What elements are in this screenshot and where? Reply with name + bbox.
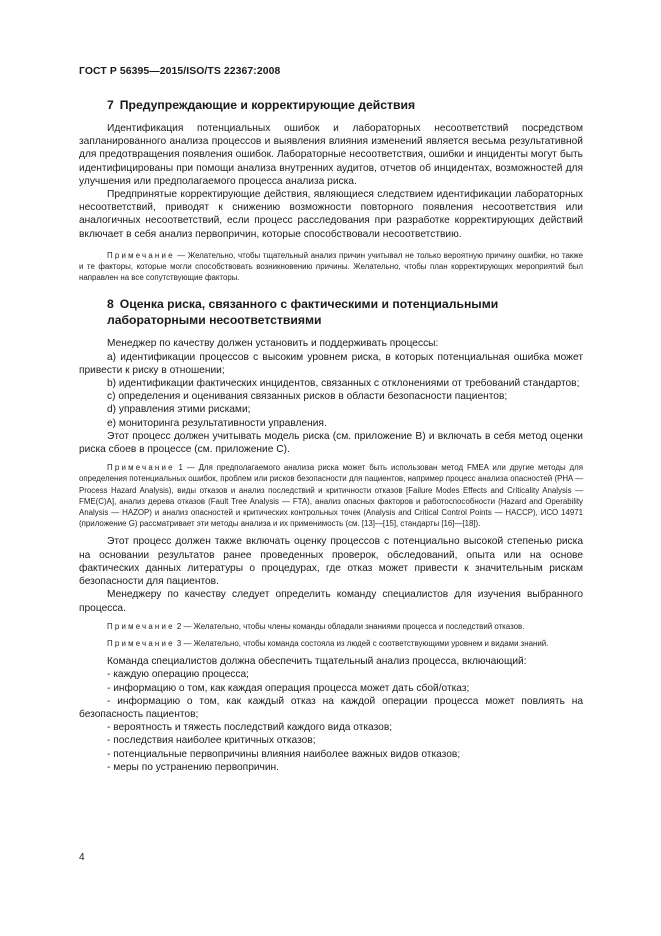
list-item: c) определения и оценивания связанных рисков в области безопасности пациентов; [107,391,508,403]
paragraph: Этот процесс должен также включать оценку процессов с потенциально высокой степенью риска на основании результатов ранее проведенных проверок, обследований, опыта или на основе фактических данных литературы о процедурах, где отказ может привести к значительным рискам безопасности для пациентов. [79,536,583,588]
section-7-heading: 7 Предупреждающие и корректирующие действия [107,98,416,112]
list-item: e) мониторинга результативности управления. [107,417,327,429]
standard-header: ГОСТ Р 56395—2015/ISO/TS 22367:2008 [79,66,281,77]
paragraph: Идентификация потенциальных ошибок и лабораторных несоответствий посредством запланированного анализа процессов и выявления влияния изменений является весьма результативной для предотвращения появления ошибок. Лабораторные несоответствия, ошибки и инциденты могут быть идентифицированы при помощи анализа внутренних аудитов, отчетов об инцидентах, возможностей для улучшения или предполагаемого процесса анализа риска. [79,123,583,187]
list-item: - потенциальные первопричины влияния наиболее важных видов отказов; [107,748,461,760]
note: Примечание — Желательно, чтобы тщательный анализ причин учитывал не только вероятную причину ошибки, но также и те факторы, которые могли способствовать возникновению причины. Желательно, чтобы план корректирующих мероприятий был направлен на все сопутствующие факторы. [79,250,583,283]
note-2: Примечание 2 — Желательно, чтобы члены команды обладали знаниями процесса и последствий отказов. [107,621,525,631]
paragraph: Менеджер по качеству должен установить и поддерживать процессы: [107,338,439,350]
paragraph: Менеджеру по качеству следует определить команду специалистов для изучения выбранного процесса. [79,589,583,614]
list-item: - меры по устранению первопричин. [107,761,280,773]
list-item: а) идентификации процессов с высоким уровнем риска, в которых потенциальная ошибка может привести к риску в отношении; [79,351,583,376]
section-8-heading: 8 Оценка риска, связанного с фактическими и потенциальными [107,297,499,312]
paragraph: Команда специалистов должна обеспечить тщательный анализ процесса, включающий: [107,656,527,668]
paragraph: Этот процесс должен учитывать модель риска (см. приложение В) и включать в себя метод оценки риска сбоев в процессе (см. приложение С). [79,430,583,456]
list-item: - последствия наиболее критичных отказов; [107,735,316,747]
list-item: b) идентификации фактических инцидентов, связанных с отклонениями от требований стандартов; [107,378,580,390]
list-item: - каждую операцию процесса; [107,669,249,681]
paragraph: Предпринятые корректирующие действия, являющиеся следствием идентификации лабораторных несоответствий, приводят к снижению возможности повторного появления несоответствия или аналогичных несоответствий, если процесс расследования при разработке корректирующих действий включает в себя анализ первопричин, которые способствовали несоответствию. [79,189,583,240]
list-item: d) управления этими рисками; [107,404,251,416]
content [79,97,583,774]
list-item: - информацию о том, как каждый отказ на каждой операции процесса может повлиять на безопасность пациентов; [79,695,583,720]
note-3: Примечание 3 — Желательно, чтобы команда состояла из людей с соответствующими уровнем и видами знаний. [107,638,549,648]
section-8-heading-line2: лабораторными несоответствиями [107,313,322,328]
note-1: Примечание 1 — Для предполагаемого анализа риска может быть использован метод FMEA или другие методы для определения потенциальных ошибок, проблем или рисков безопасности для пациентов, например процесс анализа опасностей (PHA — Process Hazard Analysis), виды отказов и анализ последствий и критичности отказов [Failure Modes Effects and Criticality Analysis — FME(C)A], анализ дерева отказов (Fault Tree Analysis — FTA), анализ опасных факторов и работоспособности (Hazard and Operability Analysis — HAZOP) и анализ опасностей и критических контрольных точек (Analysis and Critical Control Points — HACCP), ИСО 14971 (приложение G) рассматривает эти методы анализа и их применимость (см. [13]—[15], стандарты [16]—[18]). [79,463,583,529]
list-item: - информацию о том, как каждая операция процесса может дать сбой/отказ; [107,682,470,694]
list-item: - вероятность и тяжесть последствий каждого вида отказов; [107,722,393,734]
page-number: 4 [79,852,85,863]
